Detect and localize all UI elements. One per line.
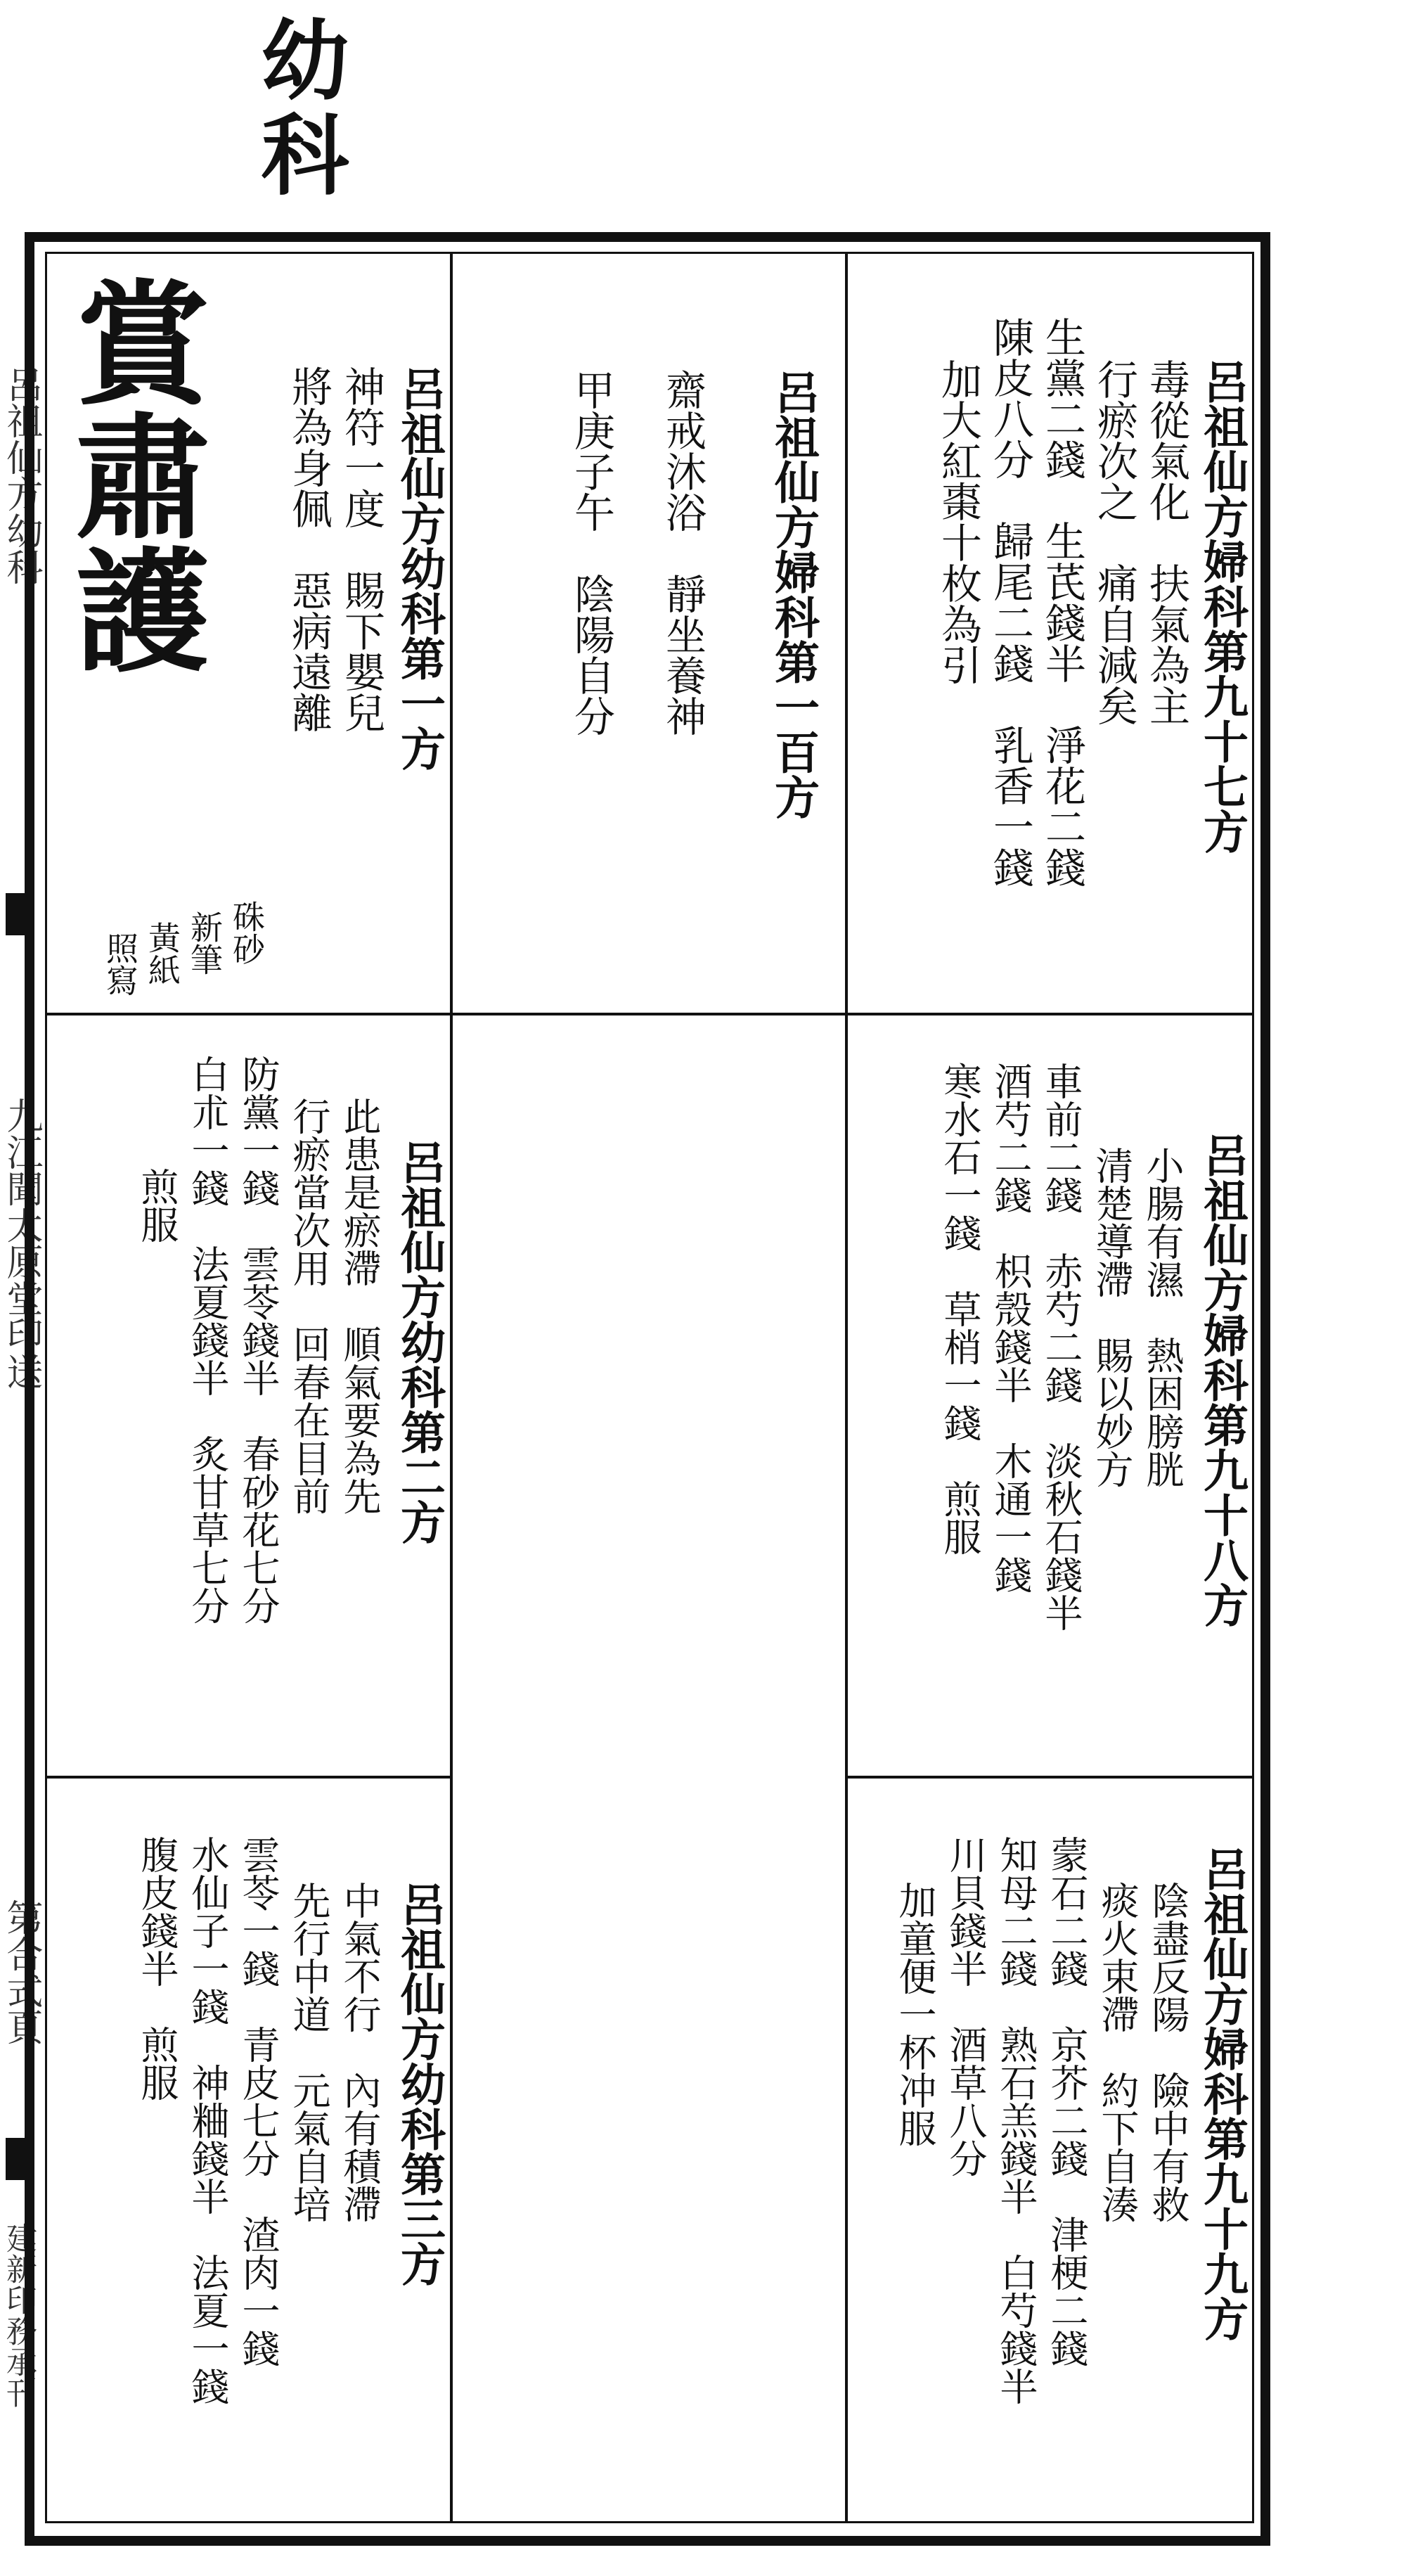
recipe-line: 行瘀當次用 回春在目前 xyxy=(287,1097,331,1515)
recipe-line: 酒芍二錢 枳殼錢半 木通一錢 xyxy=(988,1062,1033,1594)
recipe-line: 加童便一杯冲服 xyxy=(893,1881,937,2147)
recipe-line: 中氣不行 內有積滯 xyxy=(337,1881,382,2223)
recipe-title: 呂祖仙方幼科第一方 xyxy=(393,366,446,771)
recipe-fu97 xyxy=(851,260,1251,1009)
recipe-line: 先行中道 元氣自培 xyxy=(287,1881,331,2223)
recipe-title: 呂祖仙方婦科第九十八方 xyxy=(1196,1132,1249,1627)
material-label: 新筆 xyxy=(186,911,224,975)
recipe-line: 陰盡反陽 險中有救 xyxy=(1146,1881,1190,2223)
column-divider-top-left xyxy=(450,252,453,1015)
recipe-line: 加大紅棗十枚為引 xyxy=(934,359,982,685)
recipe-line: 行瘀次之 痛自減矣 xyxy=(1090,359,1138,726)
recipe-you1 xyxy=(48,260,449,1009)
recipe-line: 小腸有濕 熱困膀胱 xyxy=(1140,1146,1185,1488)
material-label: 照寫 xyxy=(101,932,139,997)
recipe-line: 水仙子一錢 神粬錢半 法夏一錢 xyxy=(186,1835,230,2405)
recipe-fu98 xyxy=(851,1020,1251,1772)
talisman-seal: 賞肅護 xyxy=(53,274,211,675)
recipe-fu100 xyxy=(453,260,844,1009)
row-divider-left-2 xyxy=(45,1776,451,1779)
row-divider-right-1 xyxy=(845,1013,1254,1015)
column-divider-right xyxy=(845,252,848,2523)
recipe-line: 寒水石一錢 草梢一錢 煎服 xyxy=(938,1062,982,1556)
recipe-line: 齋戒沐浴 靜坐養神 xyxy=(659,369,707,736)
recipe-line: 神符一度 賜下嬰兒 xyxy=(337,366,385,733)
recipe-line: 白朮一錢 法夏錢半 炙甘草七分 xyxy=(186,1055,230,1625)
recipe-line: 川貝錢半 酒草八分 xyxy=(943,1835,988,2177)
margin-label-page: 第合式頁 xyxy=(0,1899,42,2045)
margin-block-2 xyxy=(6,2138,27,2180)
material-label: 黃紙 xyxy=(143,921,181,986)
recipe-line: 車前二錢 赤芍二錢 淡秋石錢半 xyxy=(1039,1062,1083,1632)
recipe-line: 生黨二錢 生芪錢半 淨花二錢 xyxy=(1038,316,1086,887)
recipe-title: 呂祖仙方婦科第一百方 xyxy=(767,369,820,819)
recipe-line: 甲庚子午 陰陽自分 xyxy=(567,369,615,736)
recipe-line: 將為身佩 惡病遠離 xyxy=(285,366,333,733)
recipe-line: 陳皮八分 歸尾二錢 乳香一錢 xyxy=(986,316,1034,887)
recipe-title: 呂祖仙方幼科第三方 xyxy=(393,1881,446,2286)
recipe-you3 xyxy=(48,1783,449,2520)
recipe-line: 痰火束滯 約下自湊 xyxy=(1095,1881,1140,2223)
recipe-title: 呂祖仙方幼科第二方 xyxy=(393,1139,446,1544)
recipe-fu99 xyxy=(851,1783,1251,2520)
column-divider-left xyxy=(450,1013,453,2523)
margin-label-middle: 九江聞太原堂印送 xyxy=(0,1097,42,1390)
margin-block-1 xyxy=(6,893,27,935)
recipe-title: 呂祖仙方婦科第九十九方 xyxy=(1196,1846,1249,2341)
row-divider-left-1 xyxy=(45,1013,845,1015)
recipe-line: 煎服 xyxy=(135,1167,179,1243)
recipe-line: 清楚導滯 賜以妙方 xyxy=(1090,1146,1134,1488)
material-label: 硃砂 xyxy=(228,900,266,965)
recipe-line: 蒙石二錢 京芥二錢 津梗二錢 xyxy=(1045,1835,1089,2367)
recipe-line: 腹皮錢半 煎服 xyxy=(135,1835,179,2101)
recipe-line: 毒從氣化 扶氣為主 xyxy=(1142,359,1190,726)
recipe-line: 雲苓一錢 青皮七分 渣肉一錢 xyxy=(236,1835,280,2367)
page-header: 幼科 xyxy=(246,14,349,204)
recipe-line: 防黨一錢 雲苓錢半 春砂花七分 xyxy=(236,1055,280,1625)
margin-label-top: 呂祖仙方幼科 xyxy=(0,366,42,585)
recipe-line: 此患是瘀滯 順氣要為先 xyxy=(337,1097,382,1515)
margin-label-printer: 建新印務承刊 xyxy=(1,2222,37,2408)
recipe-title: 呂祖仙方婦科第九十七方 xyxy=(1196,359,1249,854)
row-divider-right-2 xyxy=(845,1776,1254,1779)
recipe-you2 xyxy=(48,1020,449,1772)
recipe-line: 知母二錢 熟石羔錢半 白芍錢半 xyxy=(994,1835,1038,2405)
